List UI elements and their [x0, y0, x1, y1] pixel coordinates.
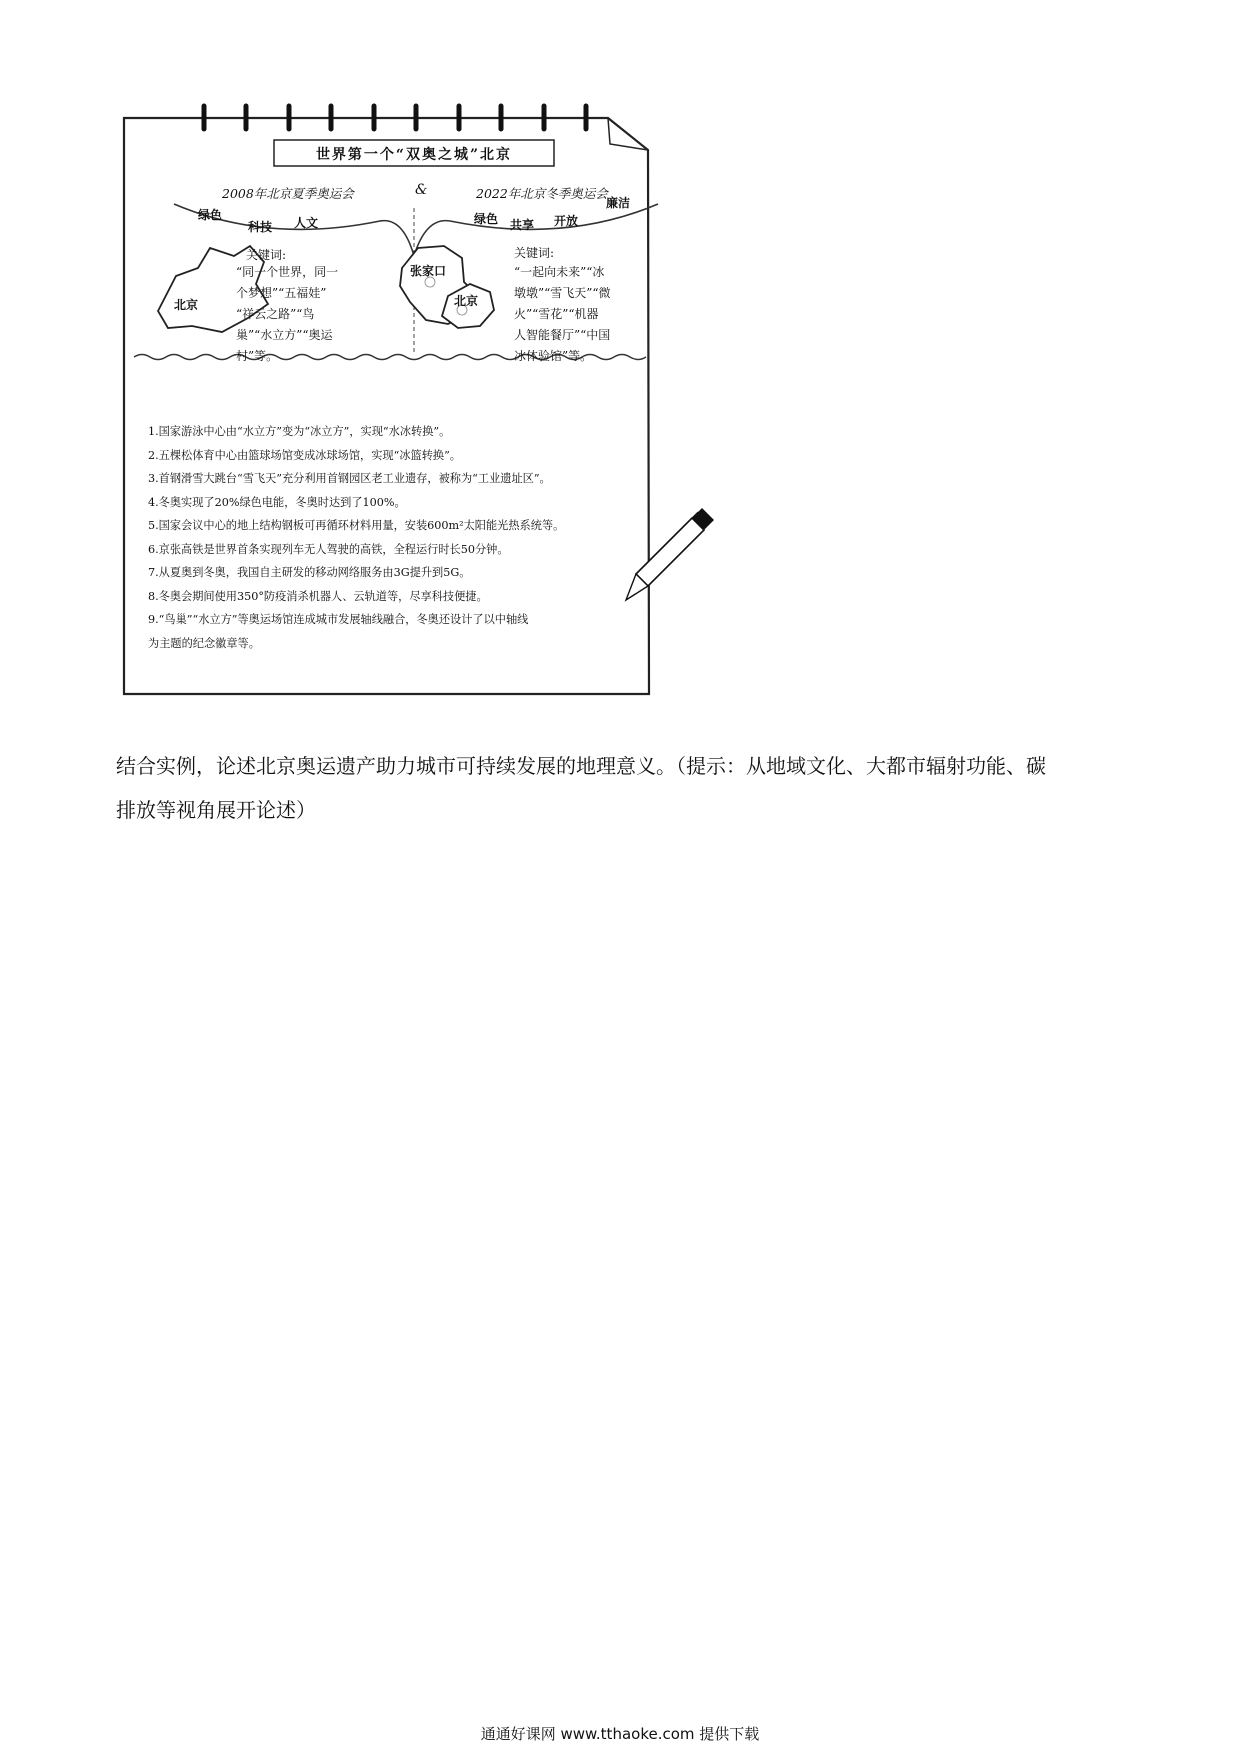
- fact-item: 7.从夏奥到冬奥，我国自主研发的移动网络服务由3G提升到5G。: [148, 566, 471, 579]
- left-keyword-line: 村”等。: [236, 349, 279, 363]
- fact-item: 2.五棵松体育中心由篮球场馆变成冰球场馆，实现“冰篮转换”。: [148, 448, 461, 462]
- left-keyword-line: 个梦想”“五福娃”: [236, 286, 327, 300]
- right-keyword-line: 墩墩”“雪飞天”“微: [514, 286, 611, 300]
- footer-suffix: 提供下载: [699, 1725, 760, 1743]
- fact-item: 4.冬奥实现了20%绿色电能，冬奥时达到了100%。: [148, 495, 406, 509]
- right-map-label-zhangjiakou: 张家口: [410, 264, 447, 278]
- fact-item: 6.京张高铁是世界首条实现列车无人驾驶的高铁，全程运行时长50分钟。: [148, 542, 509, 556]
- left-tag-tech: 科技: [248, 220, 273, 234]
- right-keyword-line: “一起向未来”“冰: [514, 265, 605, 279]
- notebook-title: 世界第一个“双奥之城”北京: [315, 147, 513, 163]
- question-text: [116, 744, 1136, 832]
- right-keyword-line: 人智能餐厅”“中国: [514, 328, 611, 342]
- ampersand: &: [415, 182, 428, 198]
- fact-item: 为主题的纪念徽章等。: [148, 636, 260, 650]
- right-tag-share: 共享: [510, 218, 535, 232]
- footer-site: 通通好课网: [480, 1725, 556, 1743]
- fact-item: 5.国家会议中心的地上结构钢板可再循环材料用量，安装600m²太阳能光热系统等。: [148, 519, 565, 532]
- left-keywords-heading: 关键词:: [246, 248, 287, 262]
- right-tag-green: 绿色: [474, 212, 499, 226]
- notebook-illustration: [118, 96, 728, 700]
- right-tag-open: 开放: [554, 214, 579, 228]
- fact-item: 3.首钢滑雪大跳台“雪飞天”充分利用首钢园区老工业遗存，被称为“工业遗址区”。: [148, 472, 551, 485]
- right-keywords: [514, 262, 611, 367]
- left-map-label: 北京: [174, 298, 199, 312]
- left-keyword-line: 巢”“水立方”“奥运: [236, 328, 333, 342]
- question-line-2: 排放等视角展开论述）: [116, 798, 316, 822]
- right-keywords-heading: 关键词:: [514, 246, 555, 260]
- right-keyword-line: 火”“雪花”“机器: [514, 307, 599, 321]
- page-footer: [0, 1723, 1240, 1744]
- footer-url[interactable]: www.tthaoke.com: [560, 1725, 695, 1743]
- left-keywords: [236, 262, 338, 367]
- right-keyword-line: 冰体验馆”等。: [514, 349, 593, 363]
- left-tag-green: 绿色: [198, 208, 223, 222]
- fact-item: 9.“鸟巢”“水立方”等奥运场馆连成城市发展轴线融合，冬奥还设计了以中轴线: [148, 613, 529, 626]
- fact-item: 8.冬奥会期间使用350°防疫消杀机器人、云轨道等，尽享科技便捷。: [148, 589, 488, 603]
- question-line-1: 结合实例，论述北京奥运遗产助力城市可持续发展的地理意义。（提示：从地域文化、大都市辐射功能、碳: [116, 754, 1046, 778]
- right-tag-clean: 廉洁: [606, 196, 631, 210]
- left-keyword-line: “祥云之路”“鸟: [236, 307, 315, 321]
- facts-list: [148, 420, 708, 655]
- right-heading: 2022年北京冬季奥运会: [476, 186, 608, 201]
- left-keyword-line: “同一个世界，同一: [236, 265, 339, 279]
- right-map-label-beijing: 北京: [454, 294, 479, 308]
- fact-item: 1.国家游泳中心由“水立方”变为“冰立方”，实现“水冰转换”。: [148, 425, 451, 438]
- left-heading: 2008年北京夏季奥运会: [222, 186, 354, 201]
- left-tag-culture: 人文: [294, 216, 319, 230]
